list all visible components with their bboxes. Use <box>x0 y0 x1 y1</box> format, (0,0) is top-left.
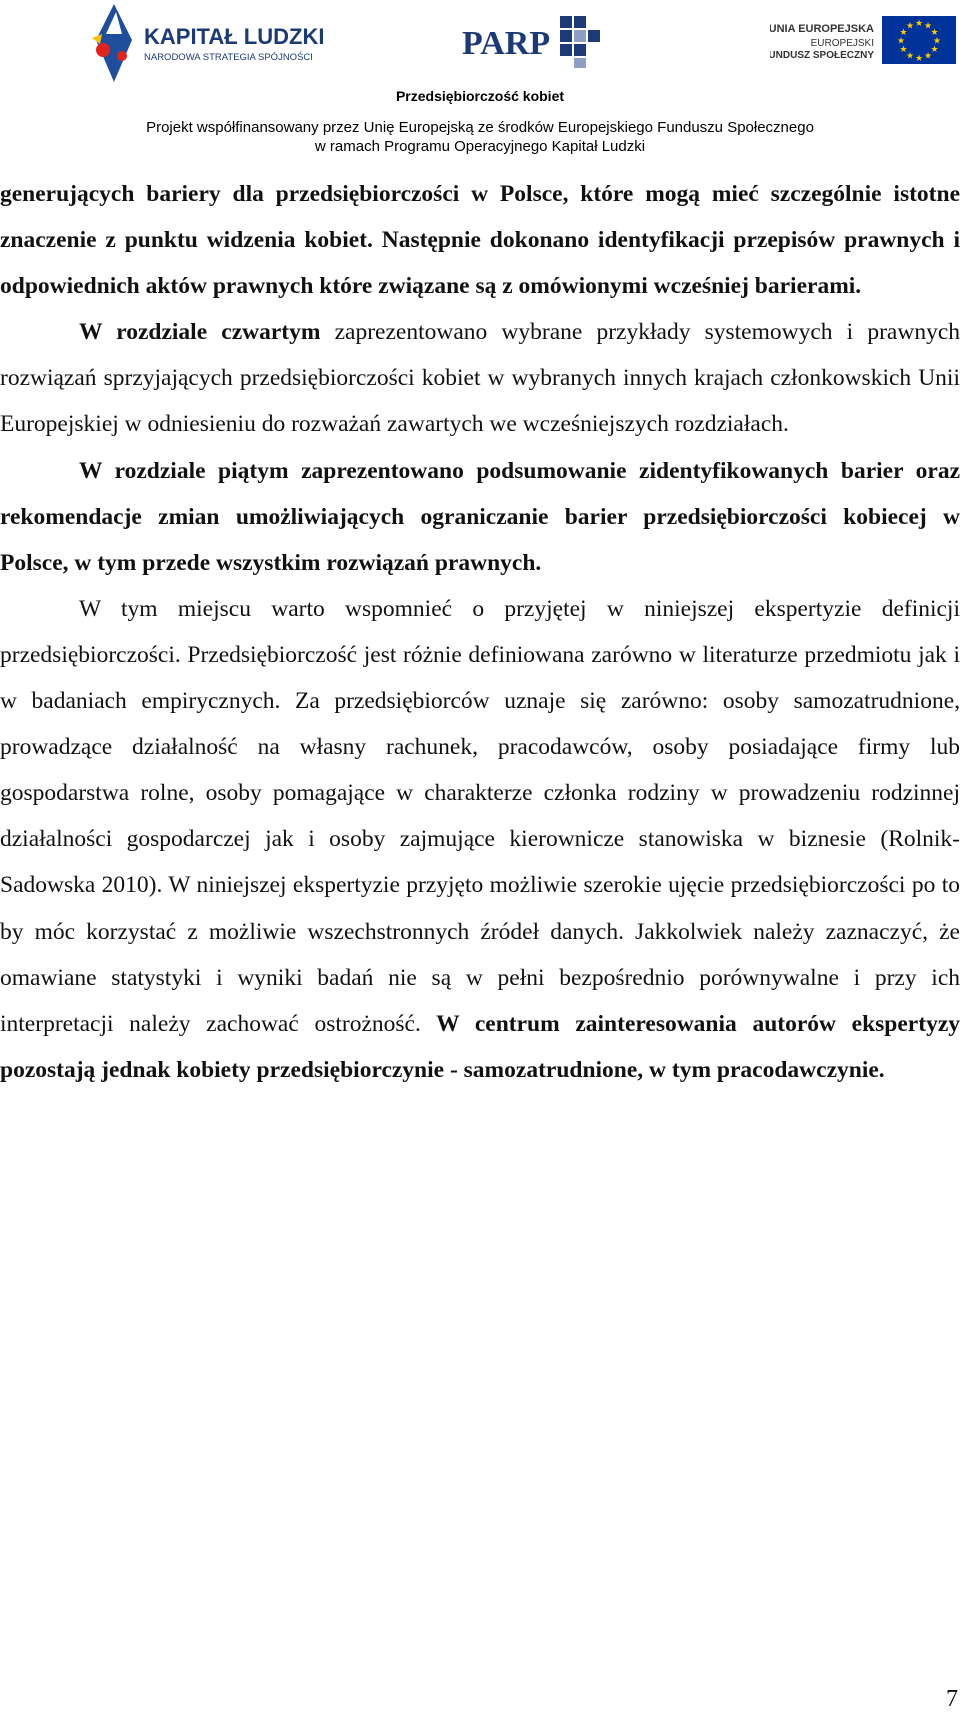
eu-logo-line3: FUNDUSZ SPOŁECZNY <box>770 50 874 61</box>
svg-text:★: ★ <box>930 28 939 38</box>
paragraph-definition <box>0 586 960 1093</box>
kl-logo-subtitle: NARODOWA STRATEGIA SPÓJNOŚCI <box>144 52 313 63</box>
parp-logo-name: PARP <box>462 25 551 62</box>
svg-text:★: ★ <box>899 45 908 55</box>
funding-note-line1: Projekt współfinansowany przez Unię Europejską ze środków Europejskiego Funduszu Społecznego <box>146 119 814 136</box>
kl-logo-name: KAPITAŁ LUDZKI <box>144 24 325 49</box>
paragraph-3-text: W rozdziale piątym zaprezentowano podsumowanie zidentyfikowanych barier oraz rekomendacje zmian umożliwiających ograniczanie barier przedsiębiorczości kobiecej w Polsce, w tym przede wszystkim rozwiązań prawnych. <box>0 457 960 576</box>
svg-text:★: ★ <box>905 21 915 32</box>
funding-note-line2: w ramach Programu Operacyjnego Kapitał Ludzki <box>314 138 646 155</box>
svg-text:★: ★ <box>914 54 924 64</box>
svg-text:★: ★ <box>923 21 933 32</box>
svg-text:★: ★ <box>896 36 906 47</box>
svg-text:★: ★ <box>905 51 915 62</box>
paragraph-2-text: zaprezentowano wybrane przykłady systemowych i prawnych rozwiązań sprzyjających przedsiębiorczości kobiet w wybranych innych krajach członkowskich Unii Europejskiej w odniesieniu do rozważań zawartych we wcześniejszych rozdziałach. <box>0 319 960 438</box>
paragraph-4-bold-ending: W centrum zainteresowania autorów ekspertyzy pozostają jednak kobiety przedsiębiorczynie - samozatrudnione, w tym pracodawczynie. <box>0 1010 960 1083</box>
document-body <box>0 171 960 1093</box>
svg-text:★: ★ <box>930 45 939 55</box>
svg-text:★: ★ <box>923 51 933 62</box>
paragraph-chapter-four <box>0 309 960 447</box>
eu-flag-icon <box>882 16 956 64</box>
parp-logo <box>458 12 618 72</box>
document-series-title: Przedsiębiorczość kobiet <box>395 88 565 104</box>
svg-text:★: ★ <box>932 36 942 47</box>
paragraph-4-text: W tym miejscu warto wspomnieć o przyjętej w niniejszej ekspertyzie definicji przedsiębiorczości. Przedsiębiorczość jest różnie definiowana zarówno w literaturze przedmiotu jak i w badaniach empirycznych. Za przedsiębiorców uznaje się zarówno: osoby samozatrudnione, prowadzące działalność na własny rachunek, pracodawców, osoby posiadające firmy lub gospodarstwa rolne, osoby pomagające w charakterze członka rodziny w prowadzeniu rodzinnej działalności gospodarczej jak i osoby zajmujące kierownicze stanowiska w biznesie (Rolnik-Sadowska 2010). W niniejszej ekspertyzie przyjęto możliwie szerokie ujęcie przedsiębiorczości po to by móc korzystać z możliwie wszechstronnych źródeł danych. Jakkolwiek należy zaznaczyć, że omawiane statystyki i wyniki badań nie są w pełni bezpośrednio porównywalne i przy ich interpretacji należy zachować ostrożność. <box>0 595 960 1037</box>
eu-social-fund-logo <box>770 14 960 66</box>
kapital-ludzki-logo <box>92 4 342 82</box>
parp-grid-icon <box>560 16 600 68</box>
svg-text:★: ★ <box>914 19 924 29</box>
paragraph-chapter-five <box>0 448 960 586</box>
svg-text:★: ★ <box>899 28 908 38</box>
paragraph-continuation <box>0 171 960 309</box>
page-number: 7 <box>946 1686 958 1712</box>
eu-logo-line2: EUROPEJSKI <box>810 38 874 49</box>
paragraph-1-text: generujących bariery dla przedsiębiorczości w Polsce, które mogą mieć szczególnie istotne znaczenie z punktu widzenia kobiet. Następnie dokonano identyfikacji przepisów prawnych i odpowiednich aktów prawnych które związane są z omówionymi wcześniej barierami. <box>0 181 960 300</box>
paragraph-2-bold-lead: W rozdziale czwartym <box>79 319 321 346</box>
page-header <box>0 0 960 160</box>
eu-logo-line1: UNIA EUROPEJSKA <box>770 23 874 35</box>
